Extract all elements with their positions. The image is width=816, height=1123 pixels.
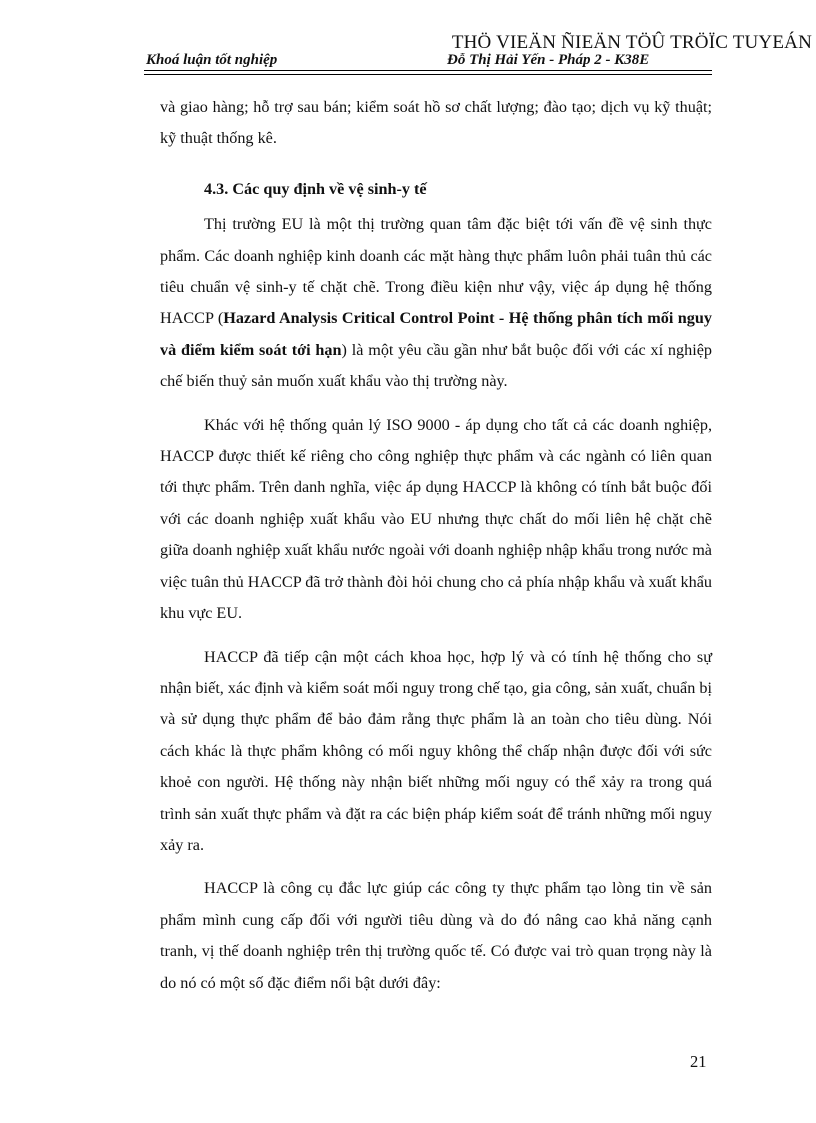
library-watermark: THÖ VIEÄN ÑIEÄN TÖÛ TRÖÏC TUYEÁN	[451, 32, 812, 53]
body-text	[160, 92, 712, 999]
paragraph-gap	[160, 861, 712, 873]
paragraph-gap	[160, 630, 712, 642]
paragraph-haccp-approach: HACCP đã tiếp cận một cách khoa học, hợp lý và có tính hệ thống cho sự nhận biết, xác định và kiểm soát mối nguy trong chế tạo, gia công, sản xuất, chuẩn bị và sử dụng thực phẩm để bảo đảm rằng thực phẩm là an toàn cho tiêu dùng. Nói cách khác là thực phẩm không có mối nguy không thể chấp nhận được đối với sức khoẻ con người. Hệ thống này nhận biết những mối nguy có thể xảy ra trong quá trình sản xuất thực phẩm và đặt ra các biện pháp kiểm soát để tránh những mối nguy xảy ra.	[160, 647, 712, 854]
paragraph-iso-comparison: Khác với hệ thống quản lý ISO 9000 - áp dụng cho tất cả các doanh nghiệp, HACCP được thiết kế riêng cho công nghiệp thực phẩm và các ngành có liên quan tới thực phẩm. Trên danh nghĩa, việc áp dụng HACCP là không có tính bắt buộc đối với các doanh nghiệp xuất khẩu vào EU nhưng thực chất do mối liên hệ chặt chẽ giữa doanh nghiệp xuất khẩu nước ngoài với doanh nghiệp nhập khẩu trong nước mà việc tuân thủ HACCP đã trở thành đòi hỏi chung cho cả phía nhập khẩu và xuất khẩu khu vực EU.	[160, 415, 712, 623]
haccp-definition: Hazard Analysis Critical Control Point - Hệ thống phân tích mối nguy và điểm kiểm soát tới hạn	[160, 309, 712, 359]
section-heading: 4.3. Các quy định về vệ sinh-y tế	[204, 179, 427, 198]
header-rule-thin	[144, 74, 712, 75]
paragraph-text: ) là một yêu cầu gần như bắt buộc đối với các xí nghiệp chế biến thuỷ sản muốn xuất khẩu vào thị trường này.	[160, 340, 712, 391]
paragraph-gap	[160, 398, 712, 410]
paragraph-eu-hygiene	[160, 209, 712, 397]
page-number: 21	[690, 1052, 707, 1071]
header-author: Đỗ Thị Hải Yến - Pháp 2 - K38E	[447, 52, 650, 68]
paragraph-haccp-tool: HACCP là công cụ đắc lực giúp các công ty thực phẩm tạo lòng tin về sản phẩm mình cung cấp đối với người tiêu dùng và do đó nâng cao khả năng cạnh tranh, vị thế doanh nghiệp trên thị trường quốc tế. Có được vai trò quan trọng này là do nó có một số đặc điểm nổi bật dưới đây:	[160, 879, 712, 992]
header-thesis-title: Khoá luận tốt nghiệp	[146, 52, 278, 68]
paragraph-text: Thị trường EU là một thị trường quan tâm đặc biệt tới vấn đề vệ sinh thực phẩm. Các doanh nghiệp kinh doanh các mặt hàng thực phẩm luôn phải tuân thủ các tiêu chuẩn vệ sinh-y tế chặt chẽ. Trong điều kiện như vậy, việc áp dụng hệ thống HACCP (	[160, 215, 712, 328]
header-rule	[144, 70, 712, 71]
paragraph-continued: và giao hàng; hỗ trợ sau bán; kiểm soát hồ sơ chất lượng; đào tạo; dịch vụ kỹ thuật; kỹ thuật thống kê.	[160, 98, 712, 148]
